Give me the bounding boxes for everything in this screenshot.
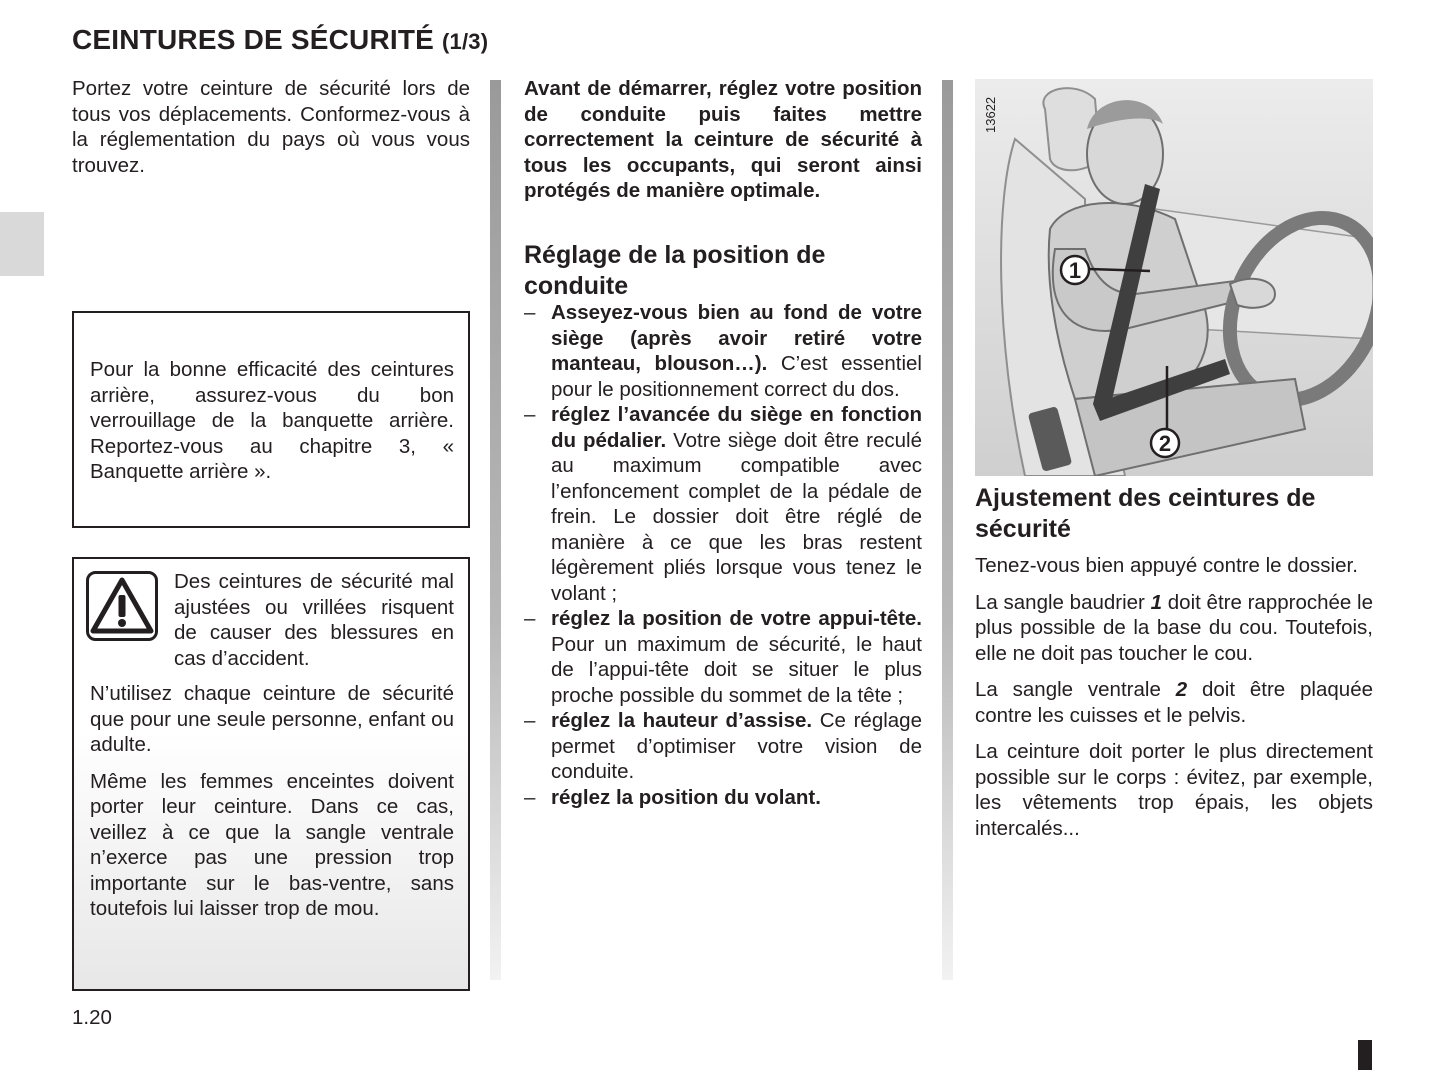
list-item: – réglez la hauteur d’assise. Ce réglage permet d’optimiser votre vision de conduite.	[524, 709, 922, 783]
belt-adjustment-text	[975, 553, 1373, 852]
belt-paragraph-1: Tenez-vous bien appuyé contre le dossier.	[975, 554, 1358, 577]
driving-steps-list	[524, 300, 922, 810]
page-corner-marker	[1358, 1040, 1372, 1070]
page-title-main: CEINTURES DE SÉCURITÉ	[72, 24, 435, 55]
belt-paragraph-2: La sangle baudrier 1 doit être rapprochée le plus possible de la base du cou. Toutefois, elle ne doit pas toucher le cou.	[975, 590, 1373, 665]
page-title	[72, 24, 488, 56]
warning-text-3: Même les femmes enceintes doivent porter leur ceinture. Dans ce cas, veillez à ce que la sangle ventrale n’exerce pas une pression trop importante sur le bas-ventre, sans toutefois lui laisser trop de mou.	[90, 769, 454, 920]
page-number: 1.20	[72, 1006, 112, 1029]
warning-text-2: N’utilisez chaque ceinture de sécurité que pour une seule personne, enfant ou adulte.	[90, 682, 454, 756]
warning-box	[72, 557, 470, 991]
section-heading-driving-position: Réglage de la position de conduite	[524, 241, 826, 300]
warning-text-1: Des ceintures de sécurité mal ajustées ou vrillées risquent de causer des blessures en cas d’accident.	[174, 570, 454, 670]
list-item: – réglez l’avancée du siège en fonction du pédalier. Votre siège doit être reculé au maximum compatible avec l’enfoncement complet de la pédale de frein. Le dossier doit être réglé de manière à ce que les bras restent légèrement pliés lorsque vous tenez le volant ;	[524, 403, 922, 605]
info-box-text: Pour la bonne efficacité des ceintures arrière, assurez-vous du bon verrouillage de la banquette arrière. Reportez-vous au chapitre 3, « Banquette arrière ».	[90, 358, 454, 483]
column-divider-left	[490, 80, 501, 980]
driving-intro-bold: Avant de démarrer, réglez votre position de conduite puis faites mettre correctement la ceinture de sécurité à tous les occupants, qui seront ainsi protégés de manière optimale.	[524, 77, 922, 202]
callout-2: 2	[1158, 431, 1172, 456]
list-item: – réglez la position du volant.	[524, 785, 821, 809]
list-item: – Asseyez-vous bien au fond de votre siège (après avoir retiré votre manteau, blouson…). C’est essentiel pour le positionnement correct du dos.	[524, 301, 922, 401]
belt-paragraph-3: La sangle ventrale 2 doit être plaquée contre les cuisses et le pelvis.	[975, 678, 1373, 727]
belt-paragraph-4: La ceinture doit porter le plus directement possible sur le corps : évitez, par exemple, les vêtements trop épais, les objets intercalés...	[975, 740, 1373, 840]
info-box	[72, 311, 470, 528]
chapter-tab	[0, 212, 44, 276]
warning-triangle-icon	[86, 571, 158, 641]
seatbelt-illustration	[975, 79, 1373, 476]
column-divider-right	[942, 80, 953, 980]
callout-1: 1	[1068, 258, 1082, 283]
figure-reference-number: 13622	[983, 96, 998, 133]
list-item: – réglez la position de votre appui-tête. Pour un maximum de sécurité, le haut de l’appui-tête doit se situer le plus proche possible du sommet de la tête ;	[524, 607, 922, 707]
page-title-part: (1/3)	[442, 29, 489, 54]
section-heading-belt-adjustment: Ajustement des ceintures de sécurité	[975, 484, 1316, 543]
intro-paragraph: Portez votre ceinture de sécurité lors de tous vos déplacements. Conformez-vous à la réglementation du pays où vous vous trouvez.	[72, 77, 470, 177]
